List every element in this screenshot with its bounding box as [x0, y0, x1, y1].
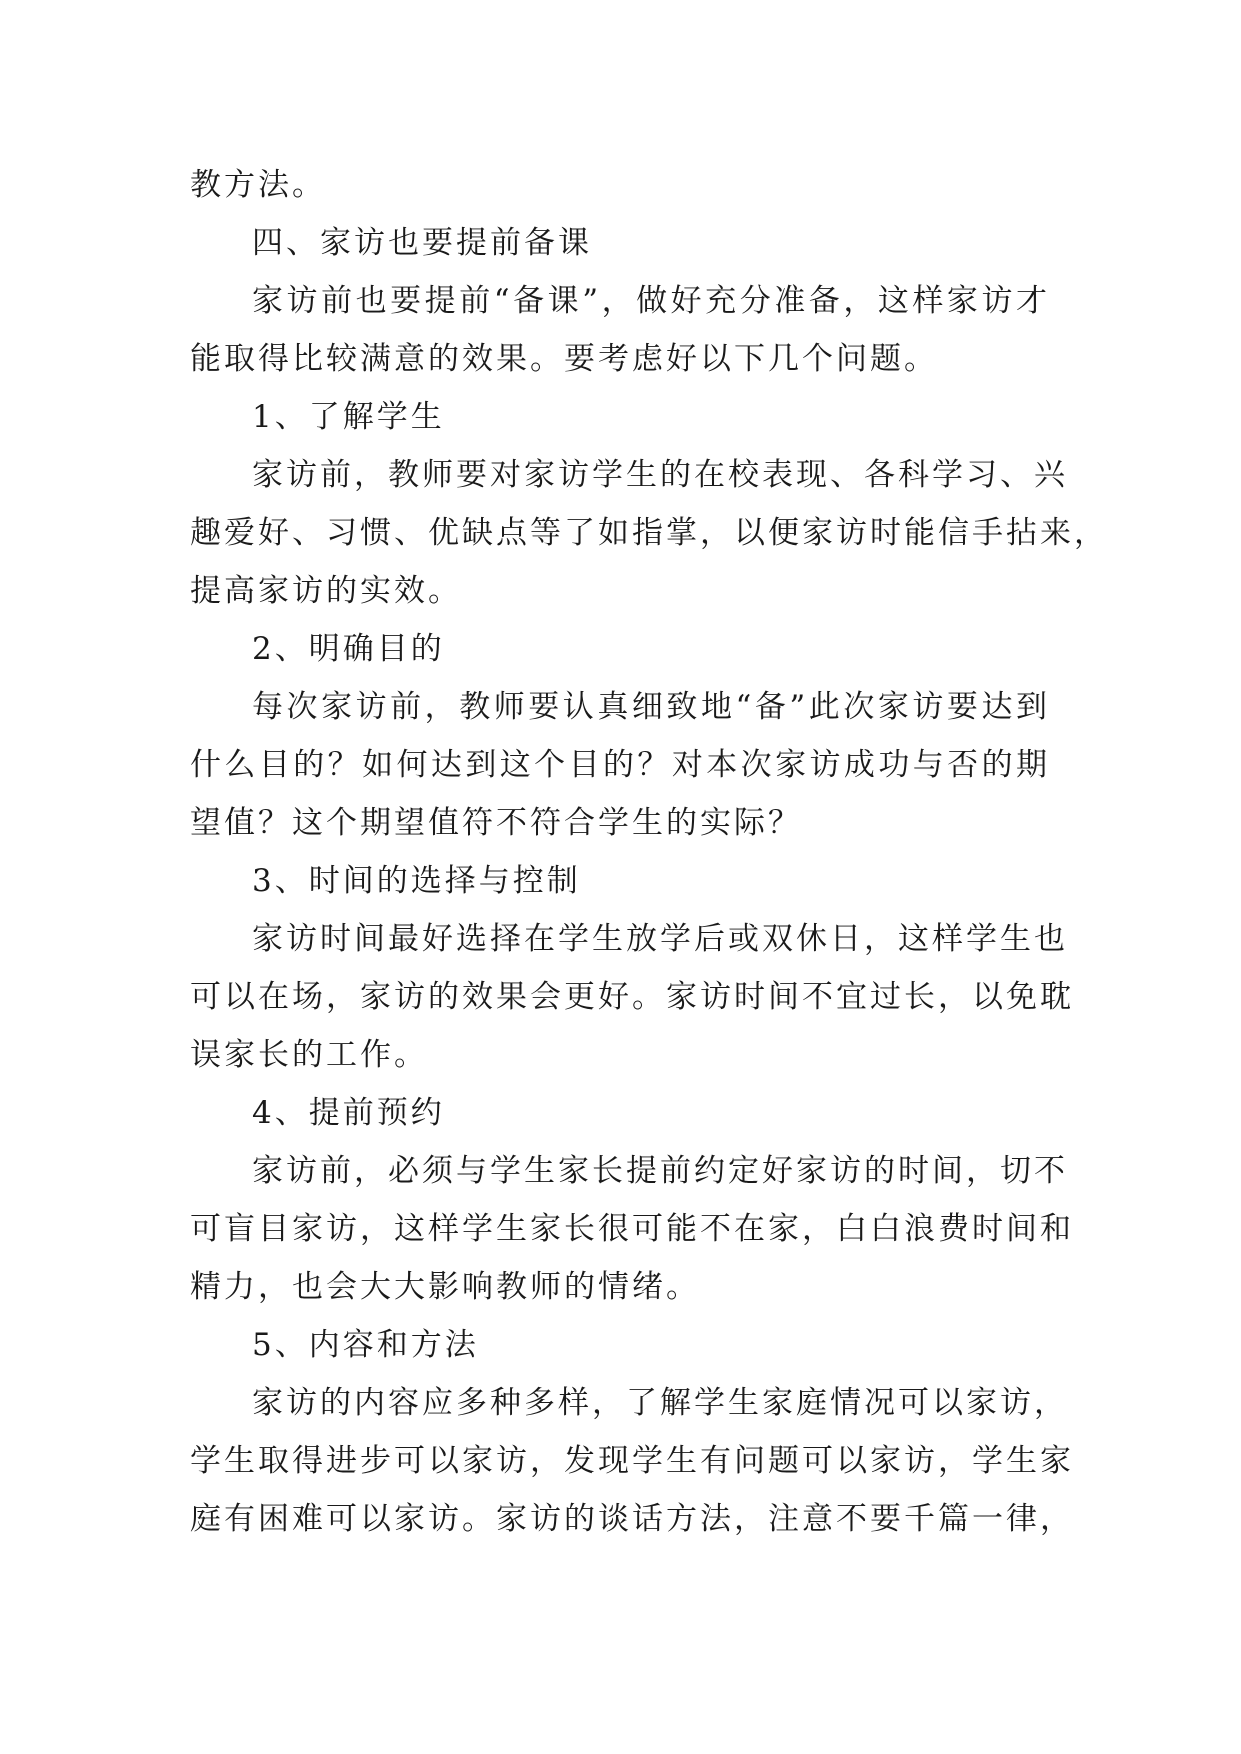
paragraph-line: 可以在场，家访的效果会更好。家访时间不宜过长，以免耽: [190, 979, 1074, 1015]
paragraph-line: 精力，也会大大影响教师的情绪。: [190, 1269, 700, 1305]
paragraph-line: 家访前也要提前“备课”，做好充分准备，这样家访才: [252, 283, 1050, 319]
paragraph-line: 什么目的？如何达到这个目的？对本次家访成功与否的期: [190, 747, 1050, 783]
subsection-heading: 3、时间的选择与控制: [252, 863, 581, 899]
paragraph-line: 每次家访前，教师要认真细致地“备”此次家访要达到: [252, 689, 1050, 725]
paragraph-line: 趣爱好、习惯、优缺点等了如指掌，以便家访时能信手拈来，: [190, 515, 1108, 551]
subsection-heading: 2、明确目的: [252, 631, 445, 667]
paragraph-line: 误家长的工作。: [190, 1037, 428, 1073]
paragraph-line: 能取得比较满意的效果。要考虑好以下几个问题。: [190, 341, 938, 377]
paragraph-line: 家访时间最好选择在学生放学后或双休日，这样学生也: [252, 921, 1068, 957]
paragraph-line: 庭有困难可以家访。家访的谈话方法，注意不要千篇一律，: [190, 1501, 1074, 1537]
paragraph-continuation: 教方法。: [190, 167, 326, 203]
paragraph-line: 提高家访的实效。: [190, 573, 462, 609]
subsection-heading: 4、提前预约: [252, 1095, 445, 1131]
document-body: [190, 156, 1108, 1548]
paragraph-line: 望值？这个期望值符不符合学生的实际？: [190, 805, 802, 841]
paragraph-line: 家访前，教师要对家访学生的在校表现、各科学习、兴: [252, 457, 1068, 493]
paragraph-line: 家访前，必须与学生家长提前约定好家访的时间，切不: [252, 1153, 1068, 1189]
subsection-heading: 1、了解学生: [252, 399, 445, 435]
section-heading: 四、家访也要提前备课: [252, 225, 592, 261]
paragraph-line: 学生取得进步可以家访，发现学生有问题可以家访，学生家: [190, 1443, 1074, 1479]
paragraph-line: 可盲目家访，这样学生家长很可能不在家，白白浪费时间和: [190, 1211, 1074, 1247]
paragraph-line: 家访的内容应多种多样，了解学生家庭情况可以家访，: [252, 1385, 1068, 1421]
subsection-heading: 5、内容和方法: [252, 1327, 479, 1363]
